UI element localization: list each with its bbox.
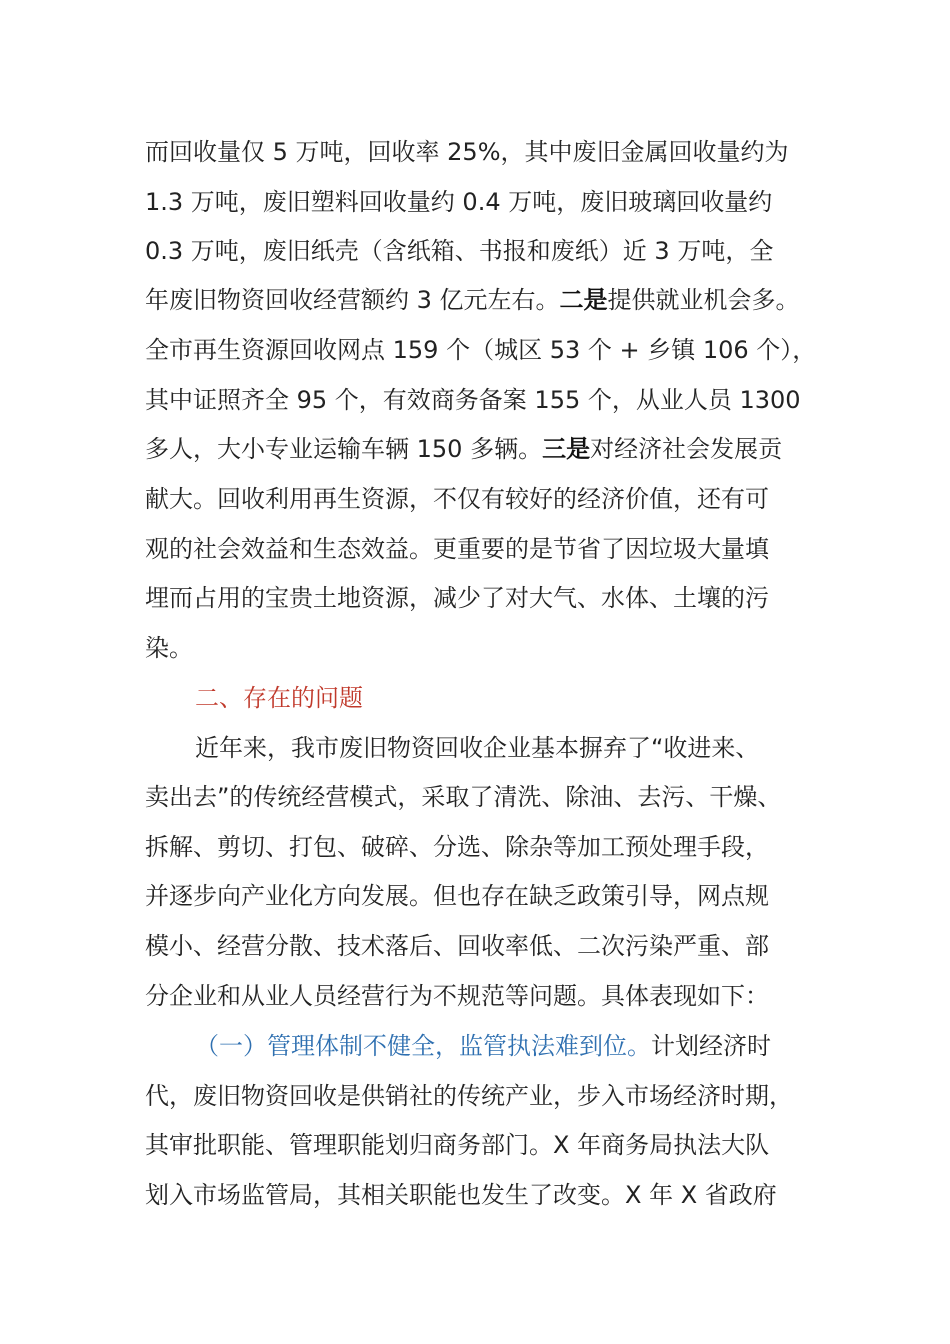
text-line: 并逐步向产业化方向发展。但也存在缺乏政策引导，网点规	[145, 882, 769, 910]
text-line: 划入市场监管局，其相关职能也发生了改变。X 年 X 省政府	[145, 1181, 777, 1209]
text-line: 代，废旧物资回收是供销社的传统产业，步入市场经济时期，	[145, 1082, 793, 1110]
text-line: 0.3 万吨，废旧纸壳（含纸箱、书报和废纸）近 3 万吨，全	[145, 237, 774, 265]
bold-marker: 三是	[542, 435, 591, 463]
text-line	[195, 1031, 771, 1061]
text-line: 全市再生资源回收网点 159 个（城区 53 个 + 乡镇 106 个），	[145, 336, 817, 364]
text-line: 卖出去”的传统经营模式，采取了清洗、除油、去污、干燥、	[145, 783, 782, 811]
text-line: 献大。回收利用再生资源，不仅有较好的经济价值，还有可	[145, 485, 769, 513]
text-segment: 多人，大小专业运输车辆 150 多辆。	[145, 435, 543, 463]
text-line: 埋而占用的宝贵土地资源，减少了对大气、水体、土壤的污	[145, 584, 769, 612]
text-line: 观的社会效益和生态效益。更重要的是节省了因垃圾大量填	[145, 535, 769, 563]
text-line: 1.3 万吨，废旧塑料回收量约 0.4 万吨，废旧玻璃回收量约	[145, 188, 773, 216]
text-line: 其审批职能、管理职能划归商务部门。X 年商务局执法大队	[145, 1131, 770, 1159]
bold-marker: 二是	[559, 286, 608, 314]
text-line	[145, 434, 782, 464]
section-heading: 二、存在的问题	[195, 684, 363, 712]
subsection-heading: （一）管理体制不健全，监管执法难到位。	[195, 1032, 651, 1060]
text-line: 模小、经营分散、技术落后、回收率低、二次污染严重、部	[145, 932, 769, 960]
text-line: 分企业和从业人员经营行为不规范等问题。具体表现如下：	[145, 982, 769, 1010]
text-segment: 计划经济时	[651, 1032, 771, 1060]
text-line: 而回收量仅 5 万吨，回收率 25%，其中废旧金属回收量约为	[145, 138, 789, 166]
text-line: 近年来，我市废旧物资回收企业基本摒弃了“收进来、	[195, 734, 760, 762]
text-line: 染。	[145, 634, 193, 662]
text-segment: 提供就业机会多。	[607, 286, 800, 314]
text-line	[145, 285, 800, 315]
text-line: 拆解、剪切、打包、破碎、分选、除杂等加工预处理手段，	[145, 833, 769, 861]
text-line: 其中证照齐全 95 个，有效商务备案 155 个，从业人员 1300	[145, 386, 801, 414]
text-segment: 对经济社会发展贡	[590, 435, 783, 463]
text-segment: 年废旧物资回收经营额约 3 亿元左右。	[145, 286, 560, 314]
